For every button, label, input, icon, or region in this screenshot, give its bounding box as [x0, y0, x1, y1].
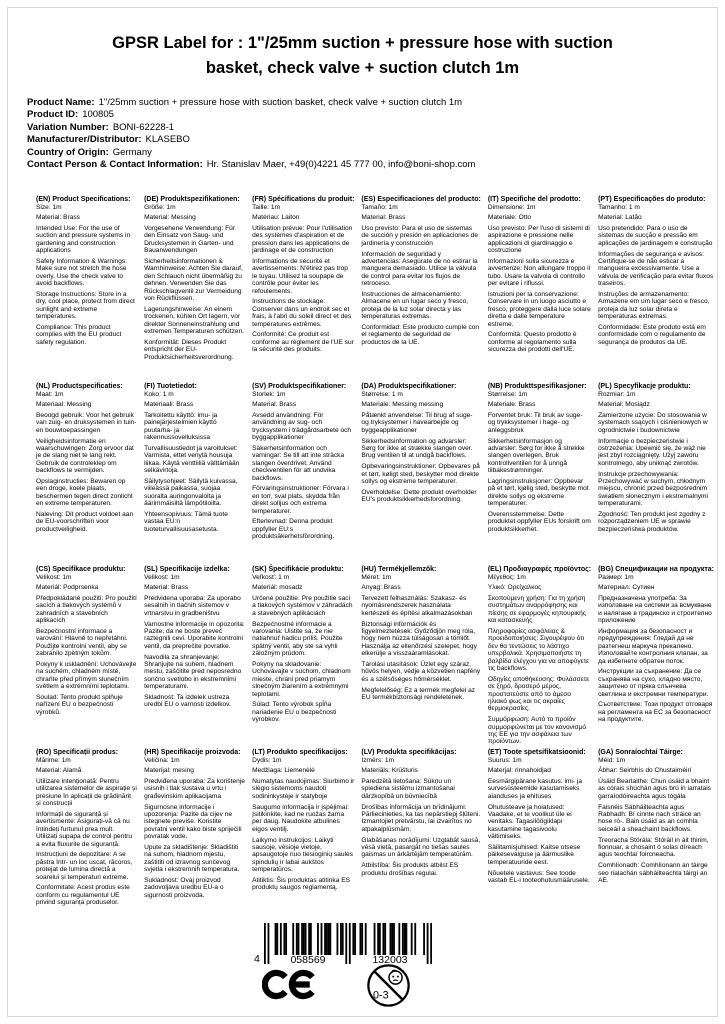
spec-paragraph: Dimensione: 1m: [487, 203, 536, 211]
spec-paragraph: Skladnost: Ta izdelek ustreza uredbi EU o varnosti izdelkov.: [144, 694, 231, 709]
language-block-lv: [361, 749, 480, 910]
spec-paragraph: Izmērs: 1m: [361, 756, 395, 764]
barcode-right-digits: 132003: [372, 954, 408, 965]
spec-paragraph: Съответствие: Този продукт отговаря на регламента на ЕС за безопасност на продуктите.: [598, 701, 713, 724]
spec-paragraph: Material: Alamă: [36, 767, 82, 775]
language-block-da: [361, 383, 480, 566]
spec-paragraph: Overholdelse: Dette produkt overholder EU's produktsikkerhedsforordning.: [361, 488, 477, 504]
barcode-bars-svg: [264, 923, 432, 965]
spec-paragraph: Säkerhetsinformation och varningar: Se till att inte sträcka slangen överdrivet. Använd checkventilen för att undvika backflows.: [252, 445, 345, 482]
spec-paragraph: Istruzioni per la conservazione: Conservare in un luogo asciutto e fresco, proteggere dalla luce solare diretta e dalle temperature estreme.: [487, 291, 591, 328]
spec-paragraph: Comhlíonadh: Comhlíonann an táirge seo rialachán sábháilteachta táirgí an AE.: [598, 862, 708, 885]
page-title-text: GPSR Label for : 1"/25mm suction + pressure hose with suction basket, check valve + suction clutch 1m: [112, 34, 613, 77]
spec-paragraph: Veľkosť: 1 m: [252, 573, 290, 581]
field-value: KLASEBO: [145, 134, 190, 146]
language-header: (SV) Produktspecifikationer:: [252, 383, 347, 390]
spec-paragraph: Material: Messing: [144, 214, 196, 222]
spec-paragraph: Biztonsági információk és figyelmeztetések: Győződjön meg róla, hogy nem húzza túlságosan a tömlőt. Használja az ellenőrzési szelepet, hogy elkerülje a visszaáramlásokat.: [361, 620, 477, 658]
spec-paragraph: Informações de segurança e avisos: Certifique-se de não esticar a mangueira excessivamente. Use a válvula de verificação para evitar fluxos traseiros.: [598, 250, 714, 288]
language-header: (FI) Tuotetiedot:: [144, 383, 197, 390]
spec-paragraph: Bezpečnostní informace a varování: Hlavně to nepřetáhni. Použijte kontrolní ventil, aby se zabránilo zpětným tokům.: [36, 628, 128, 658]
spec-paragraph: Maat: 1m: [36, 390, 64, 398]
product-info-row: [27, 159, 475, 171]
language-block-de: [144, 196, 245, 383]
spec-paragraph: Förvaringsinstruktioner: Förvara i en torr, sval plats, skydda från direkt solljus och extrema temperaturer.: [252, 485, 349, 515]
language-block-cs: [36, 566, 137, 749]
spec-paragraph: Sikkerhedsinformation og advarsler: Sørg for ikke at strække slangen over. Brug ventilen til at undgå backflows.: [361, 437, 473, 460]
field-value: 100805: [82, 109, 114, 121]
spec-paragraph: Material: Brass: [144, 584, 189, 592]
spec-paragraph: Overensstemmelse: Dette produktet oppfyller EUs forskrift om produktsikkerhet.: [487, 511, 591, 533]
age-warning-icon: [366, 963, 411, 1013]
spec-paragraph: Размер: 1m: [598, 573, 634, 581]
spec-paragraph: Anyag: Brass: [361, 584, 401, 592]
field-label: Manufacturer/Distributor:: [27, 134, 142, 146]
spec-paragraph: Predvidena uporaba: Za uporabo sesalnih in tlačnih sistemov v vrtnarstvu in gradbeništvu: [144, 595, 241, 617]
spec-paragraph: Instrucțiuni de depozitare: A se păstra într- un loc uscat, răcoros, protejat de lumina directă a soarelui și temperaturi extreme.: [36, 851, 133, 881]
spec-paragraph: Súlad: Tento výrobok spĺňa nariadenie EU o bezpečnosti výrobkov.: [252, 701, 337, 724]
spec-paragraph: Conformité: Ce produit est conforme au règlement de l'UE sur la sécurité des produits.: [252, 331, 354, 354]
spec-paragraph: Информация за безопасност и предупреждения: Гледай да не разтегнеш маркуча прекалено. Използвайте контролния клапан, за да избегнете обратен поток.: [598, 628, 708, 665]
spec-paragraph: Инструкции за съхранение: Да се съхранява на сухо, хладно място, защитено от пряка слънчева светлина и екстремни температури.: [598, 668, 709, 698]
spec-paragraph: Πληροφορίες ασφάλειας & προειδοποιήσεις: Σιγουρέψου ότι δεν θα τεντώσεις το λάστιχο υπερβολικά. Χρησιμοποιήστε τη βαλβίδα ελέγχου για να αποφύγετε τις backflows.: [487, 628, 590, 672]
spec-paragraph: Información de seguridad y advertencias: Asegúrate de no estirar la manguera demasiado. Utilice la válvula de control para evitar los flujos de retroceso.: [361, 250, 478, 288]
language-block-fr: [252, 196, 354, 383]
spec-paragraph: Drošības informācija un brīdinājumi: Pārliecinieties, ka tas nepārstiepj šļūteni. Izmantojiet pretvārstu, lai izvairītos no atpakaļplūsmām.: [361, 803, 481, 833]
product-info-row: [27, 109, 475, 121]
spec-paragraph: Určené použitie: Pre použitie sací a tlakových systémov v záhradách a stavebných aplikáciách: [252, 595, 353, 617]
spec-paragraph: Conformidade: Este produto está em conformidade com o regulamento de segurança de produtos da UE.: [598, 324, 706, 346]
language-block-it: [488, 196, 591, 383]
spec-paragraph: Instruções de armazenamento: Armazene em um lugar seco e fresco, proteja da luz solar direta e temperaturas extremas.: [598, 291, 710, 321]
spec-paragraph: Veiligheidsinformatie en waarschuwingen: Zorg ervoor dat je de slang niet te lang rekt. Gebruik de controleklep om backflows te vermijden.: [36, 437, 134, 475]
spec-paragraph: Faisnéis Sábháilteachta agus Rabhadh: Bí cinnte nach stráice an hose ró-. Bain úsáid as an comhla seiceáil a sheachaint backflows.: [598, 803, 701, 833]
spec-paragraph: Sigurnosne informacije i upozorenja: Pazite da cijev ne istegnete previše. Koristite povratni ventil kako biste spriječili povratak vode.: [144, 803, 242, 841]
spec-paragraph: Materiāls: Krūšturis: [361, 767, 418, 775]
spec-paragraph: Materijal: mesing: [144, 767, 194, 775]
language-header: (RO) Specificații produs:: [36, 749, 119, 756]
language-block-lt: [252, 749, 354, 910]
spec-paragraph: Materiale: Brass: [487, 401, 536, 409]
spec-paragraph: Turvallisuustiedot ja varoitukset: Varmista, ettet venytä housuja liikaa. Käytä venttiiliä välttämään selkävirtoja.: [144, 445, 240, 475]
field-value: 1"/25mm suction + pressure hose with suction basket, check valve + suction clutch 1m: [98, 97, 463, 108]
field-label: Country of Origin:: [27, 146, 109, 158]
spec-paragraph: Méid: 1m: [598, 756, 626, 764]
spec-paragraph: Atbilstība: Šis produkts atbilst ES produktu drošības regulai.: [361, 862, 459, 877]
product-info-row: [27, 134, 475, 146]
spec-paragraph: Materiał: Mosiądz: [598, 401, 650, 409]
language-block-hr: [144, 749, 245, 910]
spec-paragraph: Velikost: 1m: [36, 573, 72, 581]
spec-paragraph: Conformitate: Acest produs este conform cu regulamentul UE privind siguranța produselor.: [36, 884, 130, 907]
barcode: [254, 923, 432, 965]
language-block-fi: [144, 383, 245, 566]
spec-paragraph: Materiál: Podprsenka: [36, 584, 99, 592]
spec-paragraph: Veličina: 1m: [144, 756, 180, 764]
spec-paragraph: Glabāšanas norādījumi: Uzglabāt sausā, vēsā vietā, pasargāt no tiešas saules gaismas un ārkārtējām temperatūrām.: [361, 836, 481, 859]
language-header: (CS) Specifikace produktu:: [36, 566, 126, 573]
spec-paragraph: Sukladnost: Ovaj proizvod zadovoljava uredbu EU-a o sigurnosti proizvoda.: [144, 877, 224, 899]
spec-paragraph: Οδηγίες αποθήκευσης: Φυλάσσετε σε ξηρό, δροσερό μέρος, προστατεύστε από το άμεσο ηλιακό φως και τις ακραίες θερμοκρασίες.: [487, 675, 590, 713]
language-header: (ES) Especificaciones del producto:: [361, 196, 481, 203]
spec-paragraph: Úsáid Beartaithe: Chun úsáid a bhaint as córais shúchán agus brú in iarratais garraíodóireachta agus tógála: [598, 778, 711, 800]
spec-paragraph: Predviđena uporaba: Za korištenje usisnih i tlak sustava u vrtu i građevinskim aplikacijama: [144, 778, 245, 800]
spec-paragraph: Safety Information & Warnings: Make sure not stretch the hose overly. Use the check valve to avoid backflows.: [36, 258, 128, 288]
spec-paragraph: Storlek: 1m: [252, 390, 286, 398]
language-block-es: [361, 196, 480, 383]
language-header: (HU) Termékjellemzők:: [361, 566, 437, 573]
spec-paragraph: Suurus: 1m: [487, 756, 522, 764]
language-block-nb: [488, 383, 591, 566]
spec-paragraph: Treoracha Stórála: Stóráil in áit thirim, fionnuar, a chosaint ó solas díreach agus teochtaí foircneacha.: [598, 836, 709, 859]
spec-paragraph: Saugumo informacija ir įspėjimai: Įsitikinkite, kad ne ruožas žarna per daug. Naudokite atbulinės eigos ventilį.: [252, 803, 349, 833]
product-info-row: [27, 147, 475, 159]
spec-paragraph: Matériau: Laiton: [252, 214, 300, 222]
spec-paragraph: Conformidad: Este producto cumple con el reglamento de seguridad de productos de la UE.: [361, 324, 480, 346]
language-header: (SK) Špecifikácie produktu:: [252, 566, 344, 573]
language-block-sk: [252, 566, 354, 749]
language-grid: [36, 196, 714, 910]
age-range-text: 0-3: [373, 989, 389, 1002]
spec-paragraph: Материал: Сутиен: [598, 584, 655, 592]
spec-paragraph: Tarkoitettu käyttö: imu- ja painejärjestelmien käyttö puutarha- ja rakennussovelluksissa: [144, 412, 218, 442]
field-label: Contact Person & Contact Information:: [27, 159, 203, 171]
spec-paragraph: Vorgesehene Verwendung: Für den Einsatz von Saug- und Drucksystemen in Garten- und Bauanwendungen: [144, 225, 235, 255]
language-header: (ET) Toote spetsifikatsioonid:: [487, 749, 586, 756]
spec-paragraph: Material: Latão: [598, 214, 642, 222]
spec-paragraph: Storage Instructions: Store in a dry, cool place, protect from direct sunlight and extreme temperatures.: [36, 291, 135, 321]
spec-paragraph: Instructions de stockage: Conserver dans un endroit sec et frais, à l'abri du soleil direct et des températures extrêmes.: [252, 298, 352, 328]
language-block-hu: [361, 566, 480, 749]
language-header: (LT) Produkto specifikacijos:: [252, 749, 348, 756]
language-header: (NL) Productspecificaties:: [36, 383, 123, 390]
spec-paragraph: Bezpečnostné informácie a varovania: Uistite sa, že nie natiahnuť hadicu príliš. Použite spätný ventil, aby ste sa vyhli záložným prúdom.: [252, 620, 343, 658]
spec-paragraph: Naleving: Dit product voldoet aan de EU-voorschriften voor productveiligheid.: [36, 511, 134, 533]
spec-paragraph: Uso previsto: Per l'uso di sistemi di aspirazione e pressione nelle applicazioni di giardinaggio e costruzione: [487, 225, 590, 255]
spec-paragraph: Material: Brass: [361, 214, 406, 222]
spec-paragraph: Mărime: 1m: [36, 756, 71, 764]
spec-paragraph: Zgodność: Ten produkt jest zgodny z rozporządzeniem UE w sprawie bezpieczeństwa produktów.: [598, 511, 706, 533]
spec-paragraph: Størrelse: 1m: [487, 390, 528, 398]
language-header: (EL) Προδιαγραφές προϊόντος:: [487, 566, 592, 573]
spec-paragraph: Ohutusteave ja hoiatused: Vaadake, et te voolikut üle ei venitaks. Tagasilöögiklapi kasutamine tagasivoolu vältimiseks.: [487, 803, 572, 841]
spec-paragraph: Materiaali: Brass: [144, 401, 194, 409]
product-info: [27, 97, 475, 171]
language-header: (LV) Produkta specifikācijas:: [361, 749, 457, 756]
language-header: (BG) Спецификации на продукта:: [598, 566, 714, 573]
language-block-nl: [36, 383, 137, 566]
spec-paragraph: Συμμόρφωση: Αυτό το προϊόν συμμορφώνεται με τον κανονισμό της ΕΕ για την ασφάλεια των προϊόντων.: [487, 716, 586, 746]
spec-paragraph: Säilitamisjuhised: Kaitse otsese päikesevalguse ja äärmuslike temperatuuride eest.: [487, 844, 581, 866]
spec-paragraph: Beoogd gebruik: Voor het gebruik van zuig- en druksystemen in tuin- en bouwtoepassingen: [36, 412, 137, 434]
spec-paragraph: Yhteensopivuus: Tämä tuote vastaa EU:n tuoteturvallisuusasetusta.: [144, 511, 228, 533]
spec-paragraph: Предназначена употреба: За използване на системи за всмукване и налягане в градинско и строително приложение: [598, 595, 712, 625]
language-header: (PL) Specyfikacje produktu:: [598, 383, 691, 390]
spec-paragraph: Taille: 1m: [252, 203, 280, 211]
spec-paragraph: Informations de sécurité et avertissements: N'étirez pas trop le tuyau. Utilisez la soupape de contrôle pour éviter les refoulements.: [252, 258, 348, 295]
page-title: [0, 31, 725, 81]
spec-paragraph: Pokyny k uskladnění: Uchovávejte na suchém, chladném místě, chraňte před přímým slunečním světlem a extrémními teplotami.: [36, 661, 137, 691]
spec-paragraph: Uso previsto: Para el uso de sistemas de succión y presión en aplicaciones de jardinería y construcción: [361, 225, 478, 247]
spec-paragraph: Materiaal: Messing: [36, 401, 92, 409]
spec-paragraph: Rozmiar: 1m: [598, 390, 636, 398]
spec-paragraph: Avsedd användning: För användning av sug- och trycksystem i trädgårdsarbete och byggapplikationer: [252, 412, 352, 442]
spec-paragraph: Υλικό: Ορείχαλκος: [487, 584, 542, 592]
spec-paragraph: Uso pretendido: Para o uso de sistemas de sucção e pressão em aplicações de jardinagem e construção: [598, 225, 713, 247]
spec-paragraph: Informazioni sulla sicurezza e avvertenze: Non allungare troppo il tubo. Usare la valvola di controllo per evitare i riflussi.: [487, 258, 591, 288]
spec-paragraph: Størrelse: 1 m: [361, 390, 403, 398]
language-block-sl: [144, 566, 245, 749]
language-block-ro: [36, 749, 137, 910]
language-block-el: [488, 566, 591, 749]
spec-paragraph: Koko: 1 m: [144, 390, 174, 398]
barcode-left-digits: 058569: [290, 954, 326, 965]
spec-paragraph: Material: Brass: [252, 401, 297, 409]
language-header: (DA) Produktspecifikationer:: [361, 383, 457, 390]
spec-paragraph: Lagringsinstruksjoner: Oppbevar på et tørt, kjølig sted, beskytte mot direkte sollys og ekstreme temperaturer.: [487, 478, 589, 508]
spec-paragraph: Materiale: Messing messing: [361, 401, 444, 409]
spec-paragraph: Compliance: This product complies with the EU product safety regulation.: [36, 324, 122, 346]
spec-paragraph: Material: Brass: [36, 214, 80, 222]
field-label: Product Name:: [27, 97, 95, 108]
spec-paragraph: Instrukcje przechowywania: Przechowywać w suchym, chłodnym miejscu, chronić przed bezpośrednim światłem słonecznym i ekstremalnymi temperaturami.: [598, 470, 709, 508]
baby-face-icon: [389, 971, 402, 984]
spec-paragraph: Forventet bruk: Til bruk av suge- og trykksystemer i hage- og anleggsbruk: [487, 412, 583, 434]
spec-paragraph: Intended Use: For the use of suction and pressure systems in gardening and construction applications: [36, 225, 131, 255]
spec-paragraph: Zamierzone użycie: Do stosowania w systemach ssących i ciśnieniowych w ogrodnictwie i budownictwie: [598, 412, 708, 434]
language-header: (DE) Produktspezifikationen:: [144, 196, 240, 203]
spec-paragraph: Opbevaringsinstruktioner: Opbevares på et tørt, køligt sted, beskytter mod direkte sollys og ekstreme temperaturer.: [361, 463, 480, 486]
spec-paragraph: Instrucciones de almacenamiento: Almacene en un lugar seco y fresco, proteja de la luz solar directa y las temperaturas extremas.: [361, 291, 469, 321]
spec-paragraph: Utilisation prévue: Pour l'utilisation des systèmes d'aspiration et de pression dans les applications de jardinage et de construction: [252, 225, 353, 255]
spec-paragraph: Informații de siguranță și avertismente: Asigurați-vă că nu întindeți furtunul prea mult. Utilizați supapa de control pentru a evita fluxurile de siguranță.: [36, 811, 133, 848]
spec-paragraph: Tárolási utasítások: Üzlet egy száraz, hűvös helyen, védje a közvetlen napfény és a szélsőséges hőmérséklet.: [361, 661, 481, 683]
spec-paragraph: Nõuetele vastavus: See toode vastab EL-i tooteohutusmäärusele.: [487, 869, 590, 885]
spec-paragraph: Materiál: mosadz: [252, 584, 303, 592]
spec-paragraph: Laikymo instrukcijos: Laikyti sausoje, vėsioje vietoje, apsaugotoje nuo tiesioginių saulės spindulių ir labai aukštos temperatūros.: [252, 836, 353, 874]
language-header: (SL) Specifikacije izdelka:: [144, 566, 230, 573]
language-block-pl: [598, 383, 714, 566]
product-info-row: [27, 122, 475, 134]
language-block-sv: [252, 383, 354, 566]
field-value: Hr. Stanislav Maer, +49(0)4221 45 777 00, info@boni-shop.com: [206, 159, 476, 171]
spec-paragraph: Velikost: 1m: [144, 573, 180, 581]
spec-paragraph: Upute za skladištenje: Skladištiti na suhom, hladnom mjestu, zaštititi od izravnog sunčevog svjetla i ekstremnih temperatura.: [144, 844, 240, 874]
spec-paragraph: Materjal: rinnahoidjad: [487, 767, 551, 775]
spec-paragraph: Μέγεθος: 1m: [487, 573, 526, 581]
field-value: Germany: [112, 146, 152, 158]
spec-paragraph: Utilizare intenționată: Pentru utilizarea sistemelor de aspirație și presiune în aplicații de grădinărit și construcții: [36, 778, 137, 808]
language-header: (IT) Specifiche del prodotto:: [487, 196, 581, 203]
spec-paragraph: Conformità: Questo prodotto è conforme al regolamento sulla sicurezza dei prodotti dell'UE.: [487, 331, 577, 354]
ce-mark-icon: [262, 968, 316, 1006]
barcode-lead-digit: 4: [254, 953, 260, 965]
spec-paragraph: Dydis: 1m: [252, 756, 282, 764]
spec-paragraph: Soulad: Tento produkt splňuje nařízení EU o bezpečnosti výrobků.: [36, 694, 123, 716]
spec-paragraph: Numatytas naudojimas: Siurbimo ir slėgio sistemoms naudoti sodininkystėje ir statyboje: [252, 778, 355, 800]
language-block-pt: [598, 196, 714, 383]
spec-paragraph: Opslaginstructies: Bewaren op een droge, koele plaats, beschermen tegen direct zonlicht en extreme temperaturen.: [36, 478, 133, 508]
language-header: (EN) Product Specifications:: [36, 196, 131, 203]
product-info-row: [27, 97, 475, 109]
spec-paragraph: Påtænkt anvendelse: Til brug af suge- og tryksystemer i havearbejde og byggeapplikationer: [361, 412, 473, 434]
spec-paragraph: Atitiktis: Šis produktas atitinka ES produktų saugos reglamentą.: [252, 877, 350, 892]
field-label: Variation Number:: [27, 121, 109, 133]
spec-paragraph: Předpokládané použití: Pro použití sacích a tlakových systémů v zahradních a stavebních aplikacích: [36, 595, 137, 625]
language-block-bg: [598, 566, 714, 749]
spec-paragraph: Tervezett felhasználás: Szakasz- és nyomásrendszerek használata kertészeti és építési alkalmazásokban: [361, 595, 473, 617]
field-value: BONI-62228-1: [112, 121, 175, 133]
spec-paragraph: Méret: 1m: [361, 573, 392, 581]
spec-paragraph: Tamaño: 1m: [361, 203, 398, 211]
language-block-ga: [598, 749, 714, 910]
spec-paragraph: Paredzētā lietošana: Sūkņu un spiediena sistēmu izmantošanai dārzkopībā un būvniecībā: [361, 778, 455, 800]
spec-paragraph: Tamanho: 1 m: [598, 203, 640, 211]
spec-paragraph: Ábhar: Seirbhís do Chustaiméirí: [598, 767, 692, 775]
spec-paragraph: Konformität: Dieses Produkt entspricht der EU-Produktsicherheitsverordnung.: [144, 338, 234, 361]
language-header: (NB) Produkttspesifikasjoner:: [487, 383, 587, 390]
spec-paragraph: Lagerungshinweise: An einem trockenen, kühlen Ort lagern, vor direkter Sonneneinstrahlung und extremen Temperaturen schützen.: [144, 305, 244, 335]
language-header: (FR) Spécifications du produit:: [252, 196, 355, 203]
spec-paragraph: Efterlevnad: Denna produkt uppfyller EU:s produktsäkerhetsförordning.: [252, 518, 335, 541]
spec-paragraph: Säilytysohjeet: Säilytä kuivassa, viileässä paikassa, suojaa suoralta auringonvalolta ja äärimmäisiltä lämpötiloilta.: [144, 478, 238, 508]
language-header: (GA) Sonraíochtaí Táirge:: [598, 749, 683, 756]
spec-paragraph: Materiale: Otto: [487, 214, 532, 222]
spec-paragraph: Navodila za shranjevanje: Shranjujte na suhem, hladnem mestu, zaščitite pred neposredno sončno svetlobo in ekstremnimi temperaturami.: [144, 653, 242, 691]
field-label: Product ID:: [27, 109, 79, 121]
spec-paragraph: Pokyny na skladovanie: Uchovávajte v suchom, chladnom mieste, chráni pred priamym slnečným žiarením a extrémnymi teplotami.: [252, 661, 351, 698]
spec-paragraph: Sicherheitsinformationen & Warnhinweise: Achten Sie darauf, den Schlauch nicht übermäßig zu dehnen. Verwenden Sie das Rückschlagventil zur Vermeidung von Rückflüssen.: [144, 258, 243, 302]
spec-paragraph: Eesmärgipärane kasutus: imi- ja survesüsteemide kasutamiseks aianduses ja ehituses: [487, 778, 583, 800]
language-block-et: [488, 749, 591, 910]
spec-paragraph: Size: 1m: [36, 203, 62, 211]
spec-paragraph: Sikkerhetsinformasjon og advarsler: Sørg for ikke å strekke slangen overlegen. Bruk kontrollventilen for å unngå tilbakestrømninger.: [487, 437, 585, 475]
spec-paragraph: Medžiaga: Liemenėlė: [252, 767, 315, 775]
spec-paragraph: Varnostne informacije in opozorila: Pazite, da ne boste preveč raztegnili cevi. Uporabite kontrolni ventil, da preprečite povratke.: [144, 620, 245, 650]
spec-paragraph: Σκοπούμενη χρήση: Για τη χρήση συστημάτων αναρρόφησης και πίεσης σε εφαρμογές κηπουρικής και κατασκευής: [487, 595, 586, 625]
spec-paragraph: Größe: 1m: [144, 203, 176, 211]
language-block-en: [36, 196, 137, 383]
language-header: (PT) Especificações do produto:: [598, 196, 706, 203]
spec-paragraph: Informacje o bezpieczeństwie i ostrzeżenia: Upewnić się, że wąż nie jest zbyt rozciągnięty. Użyj zaworu kontrolnego, aby uniknąć zwrotów.: [598, 437, 706, 467]
language-header: (HR) Specifikacije proizvoda:: [144, 749, 241, 756]
spec-paragraph: Megfelelőség: Ez a termék megfelel az EU termékbiztonsági rendeletének.: [361, 686, 476, 702]
